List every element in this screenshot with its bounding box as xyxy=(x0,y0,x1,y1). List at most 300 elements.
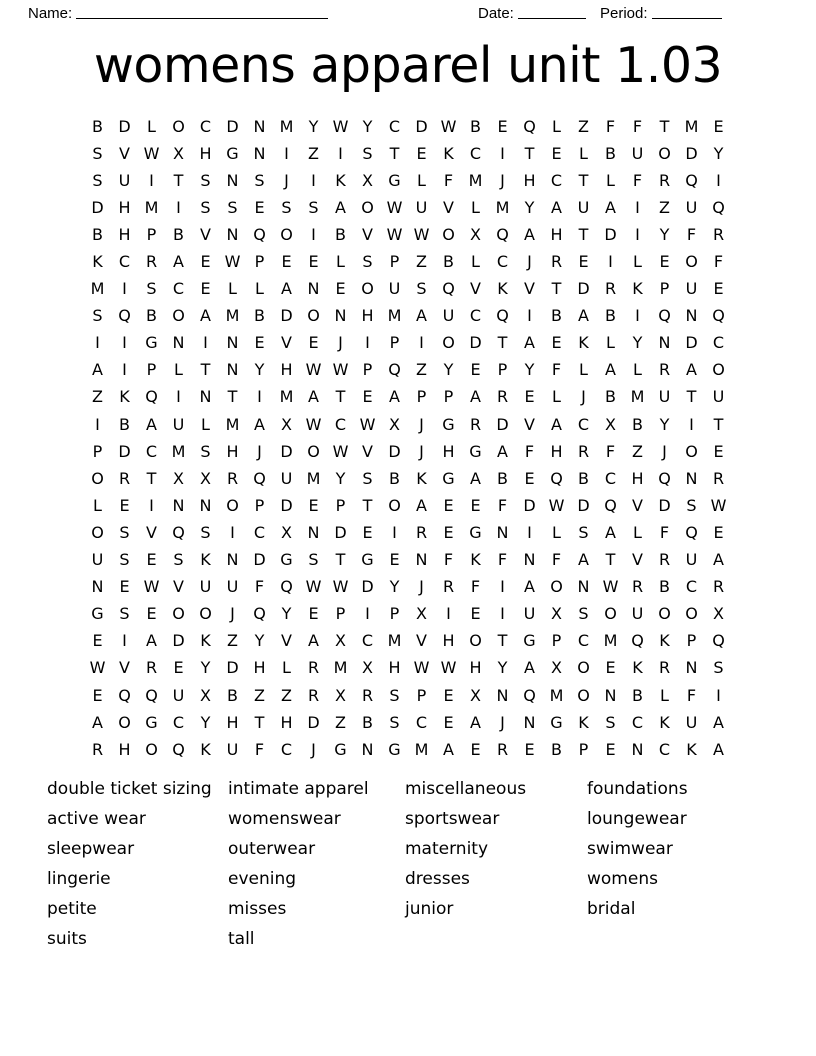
grid-cell[interactable]: H xyxy=(361,306,374,326)
grid-cell[interactable]: N xyxy=(226,224,239,244)
grid-cell[interactable]: O xyxy=(361,197,374,217)
grid-cell[interactable]: L xyxy=(606,170,615,190)
grid-cell[interactable]: W xyxy=(89,658,106,678)
grid-cell[interactable]: R xyxy=(658,170,671,190)
grid-cell[interactable]: C xyxy=(253,522,266,542)
grid-cell[interactable]: E xyxy=(200,279,211,299)
grid-cell[interactable]: G xyxy=(388,739,401,759)
grid-cell[interactable]: A xyxy=(416,306,427,326)
grid-cell[interactable]: O xyxy=(550,577,563,597)
grid-cell[interactable]: R xyxy=(145,658,158,678)
grid-cell[interactable]: E xyxy=(308,604,319,624)
grid-cell[interactable]: A xyxy=(308,387,319,407)
grid-cell[interactable]: P xyxy=(146,224,157,244)
grid-cell[interactable]: B xyxy=(173,224,184,244)
grid-cell[interactable]: Z xyxy=(308,143,319,163)
grid-cell[interactable]: F xyxy=(497,495,508,515)
grid-cell[interactable]: G xyxy=(361,550,374,570)
grid-cell[interactable]: O xyxy=(172,604,185,624)
grid-cell[interactable]: R xyxy=(442,577,455,597)
grid-cell[interactable]: M xyxy=(630,387,645,407)
grid-cell[interactable]: U xyxy=(442,306,455,326)
grid-cell[interactable]: E xyxy=(713,116,724,136)
grid-cell[interactable]: I xyxy=(635,197,640,217)
grid-cell[interactable]: X xyxy=(173,468,184,488)
grid-cell[interactable]: J xyxy=(662,441,667,461)
grid-cell[interactable]: E xyxy=(443,712,454,732)
grid-cell[interactable]: A xyxy=(470,468,481,488)
grid-cell[interactable]: C xyxy=(280,739,293,759)
grid-cell[interactable]: M xyxy=(144,197,159,217)
grid-cell[interactable]: I xyxy=(122,631,127,651)
grid-cell[interactable]: O xyxy=(91,522,104,542)
grid-cell[interactable]: Q xyxy=(685,170,698,190)
word-list-item[interactable]: dresses xyxy=(405,869,470,889)
grid-cell[interactable]: A xyxy=(470,387,481,407)
grid-cell[interactable]: U xyxy=(685,712,698,732)
grid-cell[interactable]: E xyxy=(524,739,535,759)
grid-cell[interactable]: O xyxy=(685,441,698,461)
grid-cell[interactable]: N xyxy=(496,685,509,705)
grid-cell[interactable]: I xyxy=(527,306,532,326)
grid-cell[interactable]: X xyxy=(470,685,481,705)
grid-cell[interactable]: J xyxy=(581,387,586,407)
grid-cell[interactable]: A xyxy=(389,387,400,407)
grid-cell[interactable]: S xyxy=(308,197,319,217)
grid-cell[interactable]: V xyxy=(119,658,130,678)
grid-cell[interactable]: X xyxy=(335,631,346,651)
grid-cell[interactable]: F xyxy=(443,550,454,570)
grid-cell[interactable]: V xyxy=(416,631,427,651)
grid-cell[interactable]: Q xyxy=(118,685,131,705)
grid-cell[interactable]: W xyxy=(602,577,619,597)
grid-cell[interactable]: T xyxy=(578,224,589,244)
grid-cell[interactable]: I xyxy=(635,306,640,326)
grid-cell[interactable]: D xyxy=(604,224,617,244)
grid-cell[interactable]: I xyxy=(284,143,289,163)
grid-cell[interactable]: H xyxy=(442,441,455,461)
grid-cell[interactable]: I xyxy=(365,333,370,353)
grid-cell[interactable]: G xyxy=(469,441,482,461)
grid-cell[interactable]: I xyxy=(257,387,262,407)
grid-cell[interactable]: Q xyxy=(712,631,725,651)
grid-cell[interactable]: I xyxy=(311,224,316,244)
grid-cell[interactable]: N xyxy=(172,333,185,353)
word-list-item[interactable]: intimate apparel xyxy=(228,779,369,799)
grid-cell[interactable]: W xyxy=(386,224,403,244)
grid-cell[interactable]: W xyxy=(305,414,322,434)
grid-cell[interactable]: B xyxy=(659,577,670,597)
grid-cell[interactable]: X xyxy=(362,170,373,190)
grid-cell[interactable]: Z xyxy=(632,441,643,461)
grid-cell[interactable]: N xyxy=(685,658,698,678)
grid-cell[interactable]: N xyxy=(226,360,239,380)
grid-cell[interactable]: P xyxy=(389,333,400,353)
grid-cell[interactable]: M xyxy=(171,441,186,461)
grid-cell[interactable]: S xyxy=(578,604,589,624)
grid-cell[interactable]: E xyxy=(308,333,319,353)
grid-cell[interactable]: G xyxy=(145,333,158,353)
grid-cell[interactable]: Z xyxy=(92,387,103,407)
grid-cell[interactable]: I xyxy=(716,685,721,705)
grid-cell[interactable]: K xyxy=(119,387,130,407)
grid-cell[interactable]: L xyxy=(552,116,561,136)
grid-cell[interactable]: J xyxy=(230,604,235,624)
word-list-item[interactable]: miscellaneous xyxy=(405,779,527,799)
grid-cell[interactable]: U xyxy=(226,577,239,597)
grid-cell[interactable]: O xyxy=(91,468,104,488)
grid-cell[interactable]: Q xyxy=(253,224,266,244)
grid-cell[interactable]: N xyxy=(415,550,428,570)
grid-cell[interactable]: A xyxy=(173,252,184,272)
grid-cell[interactable]: C xyxy=(388,116,401,136)
grid-cell[interactable]: Q xyxy=(496,224,509,244)
grid-cell[interactable]: F xyxy=(254,739,265,759)
grid-cell[interactable]: L xyxy=(471,197,480,217)
word-list-item[interactable]: active wear xyxy=(47,809,146,829)
grid-cell[interactable]: C xyxy=(199,116,212,136)
grid-cell[interactable]: Y xyxy=(713,143,724,163)
grid-cell[interactable]: O xyxy=(658,604,671,624)
grid-cell[interactable]: H xyxy=(280,360,293,380)
grid-cell[interactable]: A xyxy=(524,224,535,244)
grid-cell[interactable]: U xyxy=(172,414,185,434)
grid-cell[interactable]: C xyxy=(361,631,374,651)
grid-cell[interactable]: C xyxy=(577,414,590,434)
grid-cell[interactable]: S xyxy=(173,550,184,570)
grid-cell[interactable]: N xyxy=(496,522,509,542)
grid-cell[interactable]: R xyxy=(658,550,671,570)
grid-cell[interactable]: E xyxy=(605,658,616,678)
grid-cell[interactable]: F xyxy=(524,441,535,461)
grid-cell[interactable]: D xyxy=(415,116,428,136)
grid-cell[interactable]: O xyxy=(469,631,482,651)
grid-cell[interactable]: E xyxy=(551,143,562,163)
grid-cell[interactable]: T xyxy=(659,116,670,136)
grid-cell[interactable]: A xyxy=(92,360,103,380)
grid-cell[interactable]: S xyxy=(200,522,211,542)
grid-cell[interactable]: D xyxy=(361,577,374,597)
grid-cell[interactable]: W xyxy=(332,360,349,380)
grid-cell[interactable]: U xyxy=(91,550,104,570)
grid-cell[interactable]: U xyxy=(280,468,293,488)
grid-cell[interactable]: K xyxy=(335,170,346,190)
grid-cell[interactable]: D xyxy=(226,116,239,136)
word-list-item[interactable]: double ticket sizing xyxy=(47,779,212,799)
grid-cell[interactable]: E xyxy=(200,252,211,272)
grid-cell[interactable]: C xyxy=(469,143,482,163)
grid-cell[interactable]: Q xyxy=(172,739,185,759)
word-list-item[interactable]: evening xyxy=(228,869,297,889)
grid-cell[interactable]: E xyxy=(119,495,130,515)
grid-cell[interactable]: T xyxy=(497,631,508,651)
grid-cell[interactable]: Y xyxy=(254,631,265,651)
grid-cell[interactable]: P xyxy=(443,387,454,407)
grid-cell[interactable]: M xyxy=(387,306,402,326)
grid-cell[interactable]: Y xyxy=(497,658,508,678)
grid-cell[interactable]: Z xyxy=(227,631,238,651)
grid-cell[interactable]: T xyxy=(335,550,346,570)
grid-cell[interactable]: P xyxy=(551,631,562,651)
grid-cell[interactable]: A xyxy=(443,739,454,759)
grid-cell[interactable]: B xyxy=(605,387,616,407)
date-blank-line[interactable] xyxy=(518,18,586,19)
grid-cell[interactable]: I xyxy=(311,170,316,190)
grid-cell[interactable]: T xyxy=(686,387,697,407)
grid-cell[interactable]: F xyxy=(443,170,454,190)
grid-cell[interactable]: C xyxy=(496,252,509,272)
grid-cell[interactable]: S xyxy=(119,550,130,570)
grid-cell[interactable]: I xyxy=(122,360,127,380)
grid-cell[interactable]: J xyxy=(311,739,316,759)
grid-cell[interactable]: Y xyxy=(524,360,535,380)
grid-cell[interactable]: W xyxy=(332,116,349,136)
grid-cell[interactable]: X xyxy=(389,414,400,434)
grid-cell[interactable]: N xyxy=(631,739,644,759)
grid-cell[interactable]: M xyxy=(468,170,483,190)
grid-cell[interactable]: A xyxy=(605,360,616,380)
grid-cell[interactable]: Y xyxy=(281,604,292,624)
grid-cell[interactable]: O xyxy=(388,495,401,515)
grid-cell[interactable]: G xyxy=(145,712,158,732)
grid-cell[interactable]: Y xyxy=(524,197,535,217)
grid-cell[interactable]: E xyxy=(281,252,292,272)
grid-cell[interactable]: F xyxy=(551,550,562,570)
grid-cell[interactable]: S xyxy=(119,522,130,542)
grid-cell[interactable]: H xyxy=(226,712,239,732)
grid-cell[interactable]: L xyxy=(417,170,426,190)
grid-cell[interactable]: Q xyxy=(253,468,266,488)
grid-cell[interactable]: Q xyxy=(685,522,698,542)
grid-cell[interactable]: A xyxy=(713,739,724,759)
grid-cell[interactable]: S xyxy=(254,170,265,190)
grid-cell[interactable]: X xyxy=(200,685,211,705)
grid-cell[interactable]: I xyxy=(608,252,613,272)
grid-cell[interactable]: A xyxy=(416,495,427,515)
grid-cell[interactable]: E xyxy=(443,495,454,515)
grid-cell[interactable]: P xyxy=(362,360,373,380)
grid-cell[interactable]: U xyxy=(631,604,644,624)
grid-cell[interactable]: Y xyxy=(362,116,373,136)
grid-cell[interactable]: E xyxy=(713,522,724,542)
grid-cell[interactable]: T xyxy=(578,170,589,190)
grid-cell[interactable]: L xyxy=(174,360,183,380)
grid-cell[interactable]: W xyxy=(224,252,241,272)
grid-cell[interactable]: U xyxy=(658,387,671,407)
grid-cell[interactable]: R xyxy=(91,739,104,759)
grid-cell[interactable]: E xyxy=(308,252,319,272)
grid-cell[interactable]: C xyxy=(658,739,671,759)
grid-cell[interactable]: T xyxy=(335,387,346,407)
grid-cell[interactable]: J xyxy=(257,441,262,461)
grid-cell[interactable]: M xyxy=(549,685,564,705)
word-list-item[interactable]: junior xyxy=(405,899,454,919)
grid-cell[interactable]: S xyxy=(281,197,292,217)
grid-cell[interactable]: V xyxy=(470,279,481,299)
grid-cell[interactable]: O xyxy=(577,658,590,678)
grid-cell[interactable]: H xyxy=(631,468,644,488)
grid-cell[interactable]: D xyxy=(685,143,698,163)
grid-cell[interactable]: O xyxy=(685,604,698,624)
grid-cell[interactable]: K xyxy=(497,279,508,299)
grid-cell[interactable]: J xyxy=(284,170,289,190)
grid-cell[interactable]: A xyxy=(551,197,562,217)
grid-cell[interactable]: T xyxy=(173,170,184,190)
grid-cell[interactable]: R xyxy=(226,468,239,488)
grid-cell[interactable]: B xyxy=(362,712,373,732)
grid-cell[interactable]: S xyxy=(713,658,724,678)
grid-cell[interactable]: A xyxy=(254,414,265,434)
grid-cell[interactable]: K xyxy=(632,279,643,299)
grid-cell[interactable]: S xyxy=(92,143,103,163)
grid-cell[interactable]: L xyxy=(579,143,588,163)
grid-cell[interactable]: H xyxy=(118,197,131,217)
grid-cell[interactable]: S xyxy=(200,441,211,461)
grid-cell[interactable]: K xyxy=(659,712,670,732)
grid-cell[interactable]: M xyxy=(684,116,699,136)
grid-cell[interactable]: D xyxy=(388,441,401,461)
grid-cell[interactable]: J xyxy=(338,333,343,353)
grid-cell[interactable]: B xyxy=(632,685,643,705)
grid-cell[interactable]: G xyxy=(550,712,563,732)
grid-cell[interactable]: I xyxy=(149,170,154,190)
grid-cell[interactable]: L xyxy=(606,333,615,353)
grid-cell[interactable]: O xyxy=(199,604,212,624)
grid-cell[interactable]: G xyxy=(91,604,104,624)
grid-cell[interactable]: N xyxy=(226,333,239,353)
grid-cell[interactable]: T xyxy=(605,550,616,570)
grid-cell[interactable]: A xyxy=(308,631,319,651)
word-list-item[interactable]: womenswear xyxy=(228,809,341,829)
grid-cell[interactable]: B xyxy=(632,414,643,434)
grid-cell[interactable]: R xyxy=(658,360,671,380)
grid-cell[interactable]: P xyxy=(389,252,400,272)
grid-cell[interactable]: S xyxy=(146,279,157,299)
grid-cell[interactable]: K xyxy=(416,468,427,488)
grid-cell[interactable]: I xyxy=(230,522,235,542)
grid-cell[interactable]: U xyxy=(199,577,212,597)
grid-cell[interactable]: F xyxy=(605,441,616,461)
grid-cell[interactable]: A xyxy=(605,197,616,217)
grid-cell[interactable]: X xyxy=(470,224,481,244)
grid-cell[interactable]: R xyxy=(361,685,374,705)
grid-cell[interactable]: R xyxy=(577,441,590,461)
grid-cell[interactable]: S xyxy=(362,468,373,488)
grid-cell[interactable]: W xyxy=(305,577,322,597)
grid-cell[interactable]: I xyxy=(365,604,370,624)
grid-cell[interactable]: E xyxy=(470,604,481,624)
grid-cell[interactable]: C xyxy=(172,712,185,732)
grid-cell[interactable]: V xyxy=(173,577,184,597)
grid-cell[interactable]: V xyxy=(281,631,292,651)
word-list-item[interactable]: bridal xyxy=(587,899,636,919)
grid-cell[interactable]: N xyxy=(172,495,185,515)
grid-cell[interactable]: X xyxy=(362,658,373,678)
grid-cell[interactable]: N xyxy=(523,712,536,732)
grid-cell[interactable]: M xyxy=(90,279,105,299)
grid-cell[interactable]: L xyxy=(552,387,561,407)
grid-cell[interactable]: P xyxy=(659,279,670,299)
grid-cell[interactable]: N xyxy=(361,739,374,759)
grid-cell[interactable]: E xyxy=(443,522,454,542)
grid-cell[interactable]: U xyxy=(172,685,185,705)
grid-cell[interactable]: L xyxy=(282,658,291,678)
grid-cell[interactable]: D xyxy=(523,495,536,515)
grid-cell[interactable]: I xyxy=(338,143,343,163)
grid-cell[interactable]: T xyxy=(254,712,265,732)
grid-cell[interactable]: D xyxy=(469,333,482,353)
grid-cell[interactable]: B xyxy=(551,306,562,326)
grid-cell[interactable]: D xyxy=(496,414,509,434)
grid-cell[interactable]: N xyxy=(604,685,617,705)
grid-cell[interactable]: K xyxy=(200,631,211,651)
grid-cell[interactable]: P xyxy=(497,360,508,380)
grid-cell[interactable]: L xyxy=(552,522,561,542)
grid-cell[interactable]: I xyxy=(716,170,721,190)
grid-cell[interactable]: L xyxy=(255,279,264,299)
grid-cell[interactable]: D xyxy=(172,631,185,651)
grid-cell[interactable]: H xyxy=(253,658,266,678)
grid-cell[interactable]: X xyxy=(335,685,346,705)
grid-cell[interactable]: R xyxy=(658,658,671,678)
grid-cell[interactable]: E xyxy=(659,252,670,272)
word-list-item[interactable]: maternity xyxy=(405,839,489,859)
grid-cell[interactable]: J xyxy=(527,252,532,272)
grid-cell[interactable]: P xyxy=(578,739,589,759)
grid-cell[interactable]: F xyxy=(497,550,508,570)
grid-cell[interactable]: K xyxy=(443,143,454,163)
grid-cell[interactable]: X xyxy=(551,658,562,678)
grid-cell[interactable]: U xyxy=(712,387,725,407)
grid-cell[interactable]: U xyxy=(631,143,644,163)
grid-cell[interactable]: F xyxy=(470,577,481,597)
grid-cell[interactable]: G xyxy=(388,170,401,190)
grid-cell[interactable]: L xyxy=(633,522,642,542)
grid-cell[interactable]: I xyxy=(203,333,208,353)
grid-cell[interactable]: Y xyxy=(200,658,211,678)
grid-cell[interactable]: E xyxy=(146,550,157,570)
grid-cell[interactable]: C xyxy=(577,631,590,651)
grid-cell[interactable]: D xyxy=(280,441,293,461)
grid-cell[interactable]: A xyxy=(713,550,724,570)
grid-cell[interactable]: H xyxy=(388,658,401,678)
grid-cell[interactable]: N xyxy=(307,279,320,299)
grid-cell[interactable]: M xyxy=(279,116,294,136)
grid-cell[interactable]: S xyxy=(389,712,400,732)
grid-cell[interactable]: T xyxy=(362,495,373,515)
grid-cell[interactable]: V xyxy=(146,522,157,542)
grid-cell[interactable]: D xyxy=(577,279,590,299)
grid-cell[interactable]: B xyxy=(254,306,265,326)
grid-cell[interactable]: J xyxy=(500,170,505,190)
grid-cell[interactable]: L xyxy=(93,495,102,515)
word-list-item[interactable]: foundations xyxy=(587,779,688,799)
grid-cell[interactable]: E xyxy=(713,279,724,299)
grid-cell[interactable]: V xyxy=(524,279,535,299)
grid-cell[interactable]: Q xyxy=(253,604,266,624)
grid-cell[interactable]: E xyxy=(551,333,562,353)
grid-cell[interactable]: Y xyxy=(200,712,211,732)
grid-cell[interactable]: I xyxy=(500,143,505,163)
grid-cell[interactable]: V xyxy=(632,495,643,515)
grid-cell[interactable]: J xyxy=(419,414,424,434)
grid-cell[interactable]: U xyxy=(415,197,428,217)
grid-cell[interactable]: D xyxy=(334,522,347,542)
grid-cell[interactable]: P xyxy=(686,631,697,651)
grid-cell[interactable]: H xyxy=(550,224,563,244)
word-list-item[interactable]: outerwear xyxy=(228,839,316,859)
grid-cell[interactable]: Y xyxy=(659,224,670,244)
